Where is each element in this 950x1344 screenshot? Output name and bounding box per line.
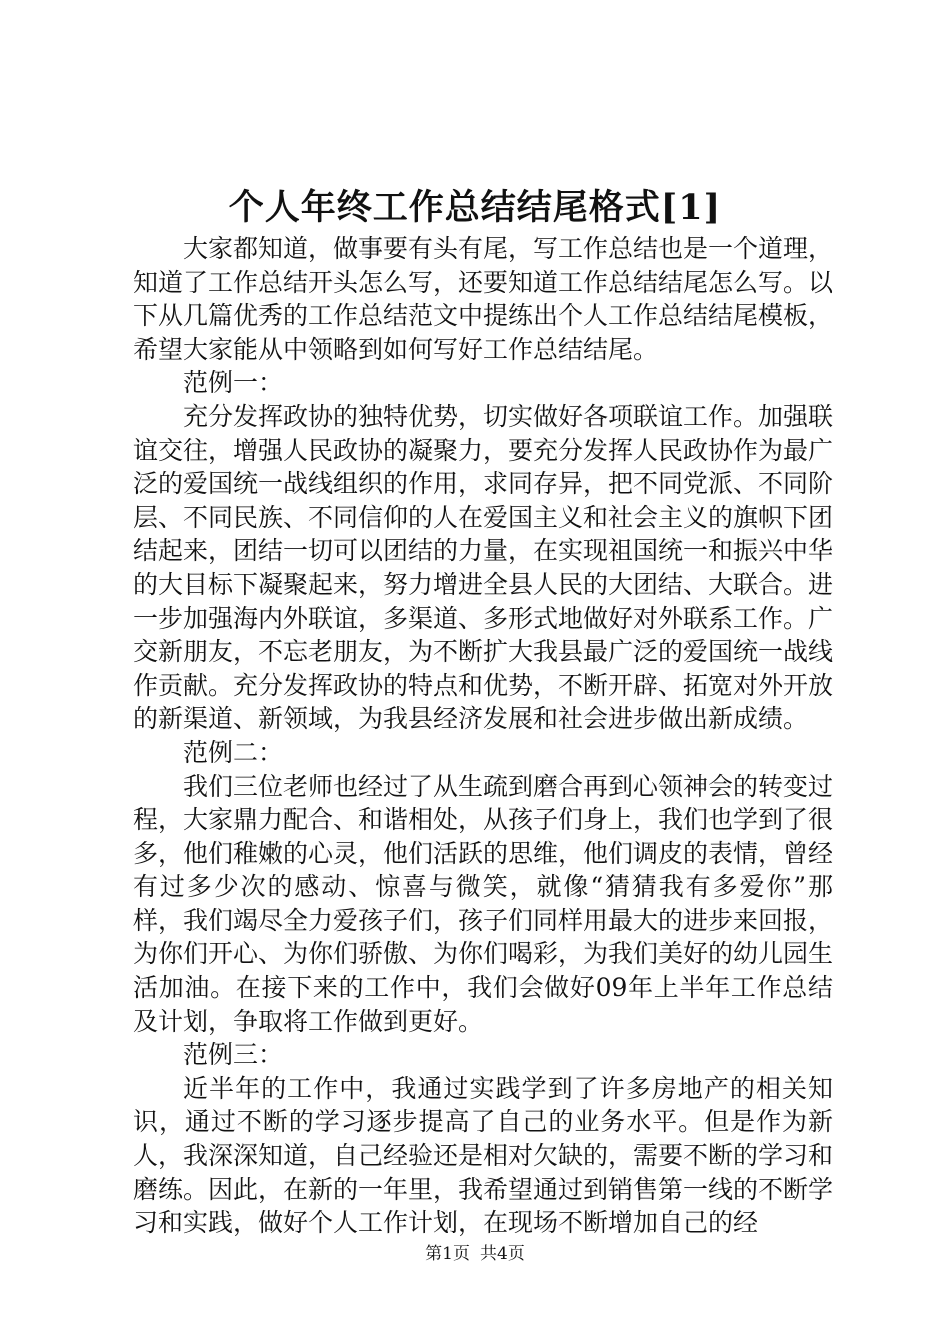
example-3-label: 范例三：: [183, 1040, 284, 1070]
example-3-paragraph: 近半年的工作中，我通过实践学到了许多房地产的相关知识，通过不断的学习逐步提高了自己的业务水平。但是作为新人，我深深知道，自己经验还是相对欠缺的，需要不断的学习和磨练。因此，在新的一年里，我希望通过到销售第一线的不断学习和实践，做好个人工作计划，在现场不断增加自己的经: [133, 1073, 834, 1238]
document-title: 个人年终工作总结结尾格式[1]: [228, 187, 722, 228]
page-number: 第1页: [425, 1244, 470, 1264]
example-1-paragraph: 充分发挥政协的独特优势，切实做好各项联谊工作。加强联谊交往，增强人民政协的凝聚力，要充分发挥人民政协作为最广泛的爱国统一战线组织的作用，求同存异，把不同党派、不同阶层、不同民族、不同信仰的人在爱国主义和社会主义的旗帜下团结起来，团结一切可以团结的力量，在实现祖国统一和振兴中华的大目标下凝聚起来，努力增进全县人民的大团结、大联合。进一步加强海内外联谊，多渠道、多形式地做好对外联系工作。广交新朋友，不忘老朋友，为不断扩大我县最广泛的爱国统一战线作贡献。充分发挥政协的特点和优势，不断开辟、拓宽对外开放的新渠道、新领域，为我县经济发展和社会进步做出新成绩。: [133, 401, 834, 734]
page-footer: [0, 1242, 950, 1266]
example-2-paragraph: 我们三位老师也经过了从生疏到磨合再到心领神会的转变过程，大家鼎力配合、和谐相处，从孩子们身上，我们也学到了很多，他们稚嫩的心灵，他们活跃的思维，他们调皮的表情，曾经有过多少次的感动、惊喜与微笑，就像“猜猜我有多爱你”那样，我们竭尽全力爱孩子们，孩子们同样用最大的进步来回报，为你们开心、为你们骄傲、为你们喝彩，为我们美好的幼儿园生活加油。在接下来的工作中，我们会做好09年上半年工作总结及计划，争取将工作做到更好。: [133, 771, 834, 1036]
example-1-label: 范例一：: [183, 368, 284, 398]
intro-paragraph: 大家都知道，做事要有头有尾，写工作总结也是一个道理，知道了工作总结开头怎么写，还要知道工作总结结尾怎么写。以下从几篇优秀的工作总结范文中提练出个人工作总结结尾模板，希望大家能从中领略到如何写好工作总结结尾。: [133, 234, 834, 364]
page-total: 共4页: [480, 1244, 525, 1264]
example-2-label: 范例二：: [183, 737, 284, 767]
document-body: [133, 232, 833, 1240]
